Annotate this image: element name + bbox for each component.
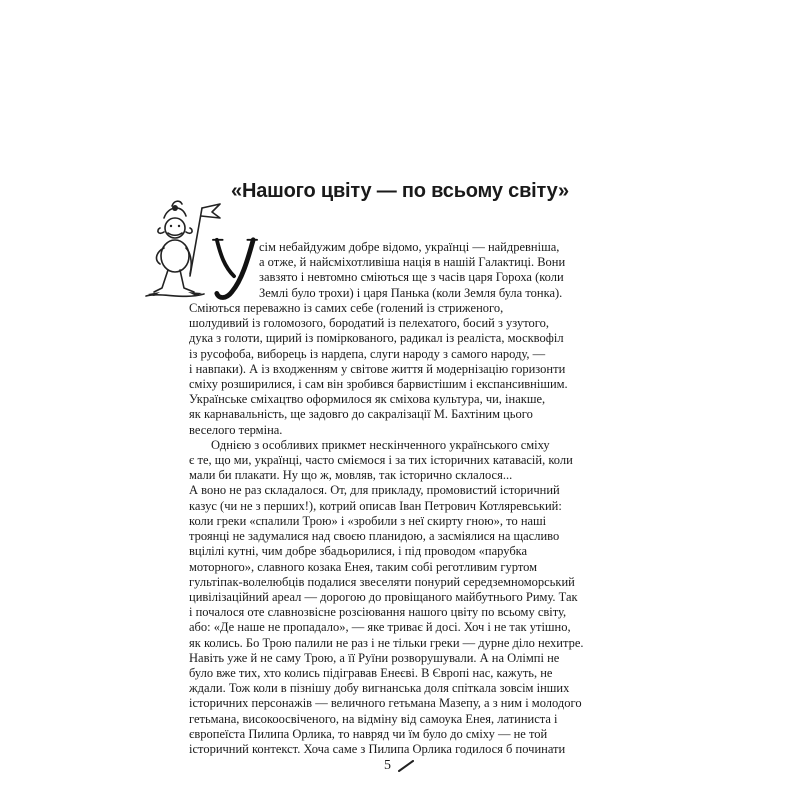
text-line: гультіпак-волелюбців подалися звеселяти понурий середземноморський (189, 574, 575, 589)
text-line: а отже, й найсміхотливіша нація в нашій Галактиці. Вони (259, 255, 566, 270)
text-line: було вже тих, хто колись підігравав Енеєві. В Європі нас, кажуть, не (189, 665, 553, 680)
text-line: сміху розширилися, і сам він зробився барвистішим і експансивнішим. (189, 376, 568, 391)
text-line: мали би плакати. Ну що ж, мовляв, так історично склалося... (189, 468, 513, 483)
drop-cap (210, 236, 260, 303)
text-line: із русофоба, виборець із нардепа, слуги народу з самого народу, — (189, 346, 546, 361)
text-line: і почалося оте славнозвісне розсіювання нашого цвіту по всьому світу, (189, 605, 567, 620)
text-line: казус (чи не з перших!), котрий описав Іван Петрович Котляревський: (189, 498, 562, 513)
text-line: і навпаки). А із входженням у світове життя й модернізацію горизонти (189, 361, 566, 376)
text-line: завзято і невтомно сміються ще з часів царя Гороха (коли (259, 270, 564, 285)
text-line: моторного», славного козака Енея, таким собі реготливим гуртом (189, 559, 538, 574)
text-line: цивілізаційний ареал — дорогою до провіщаного майбутнього Риму. Так (189, 589, 578, 604)
text-line: Однією з особливих прикмет нескінченного українського сміху (211, 437, 550, 452)
text-line: історичний контекст. Хоча саме з Пилипа Орлика годилося б починати (189, 742, 566, 756)
text-line: або: «Де наше не пропадало», — яке триває й досі. Хоч і не так утішно, (189, 620, 571, 635)
text-line: коли греки «спалили Трою» і «зробили з неї скирту гною», то наші (189, 513, 547, 528)
text-line: ждали. Тож коли в пізнішу добу вигнанська доля спіткала зовсім інших (189, 681, 570, 696)
text-line: історичних персонажів — величного гетьмана Мазепу, а з ним і молодого (189, 696, 582, 711)
text-line: шолудивий із голомозого, бородатий із пелехатого, босий з узутого, (189, 316, 549, 331)
text-line: троянці не задумалися над своєю планидою, а засміялися на щасливо (189, 529, 560, 543)
text-line: дука з голоти, щирий із поміркованого, радикал із реаліста, москвофіл (189, 331, 564, 346)
text-line: Українське сміхацтво оформилося як сміхова культура, чи, інакше, (189, 392, 546, 407)
text-line: А воно не раз складалося. От, для прикладу, промовистий історичний (189, 483, 560, 498)
drop-cap-letter: У (234, 274, 235, 276)
text-line: як колись. Бо Трою палили не раз і не тільки греки — дурне діло нехитре. (189, 635, 584, 650)
text-line: є те, що ми, українці, часто сміємося і за тих історичних катавасій, коли (189, 453, 573, 467)
text-line: веселого терміна. (189, 422, 283, 437)
pen-stroke-icon (398, 760, 414, 772)
page-number: 5 (384, 758, 391, 773)
text-line: Сміються переважно із самих себе (голений із стриженого, (189, 300, 504, 315)
text-line: Землі було трохи) і царя Панька (коли Земля була тонка). (259, 285, 563, 300)
text-line: сім небайдужим добре відомо, українці — найдревніша, (259, 240, 560, 254)
text-line: як карнавальність, ще задовго до сакралізації М. Бахтіним цього (189, 407, 533, 422)
text-line: Навіть уже й не саму Трою, а її Руїни розворушували. А на Олімпі не (189, 650, 560, 665)
text-line: європеїста Пилипа Орлика, то навряд чи їм було до сміху — не той (189, 726, 548, 741)
chapter-title: «Нашого цвіту — по всьому світу» (231, 180, 569, 202)
text-line: вцілілі кутні, чим добре збадьорилися, і під проводом «парубка (189, 544, 528, 559)
text-line: гетьмана, високоосвіченого, на відміну від самоука Енея, латиниста і (189, 711, 558, 726)
